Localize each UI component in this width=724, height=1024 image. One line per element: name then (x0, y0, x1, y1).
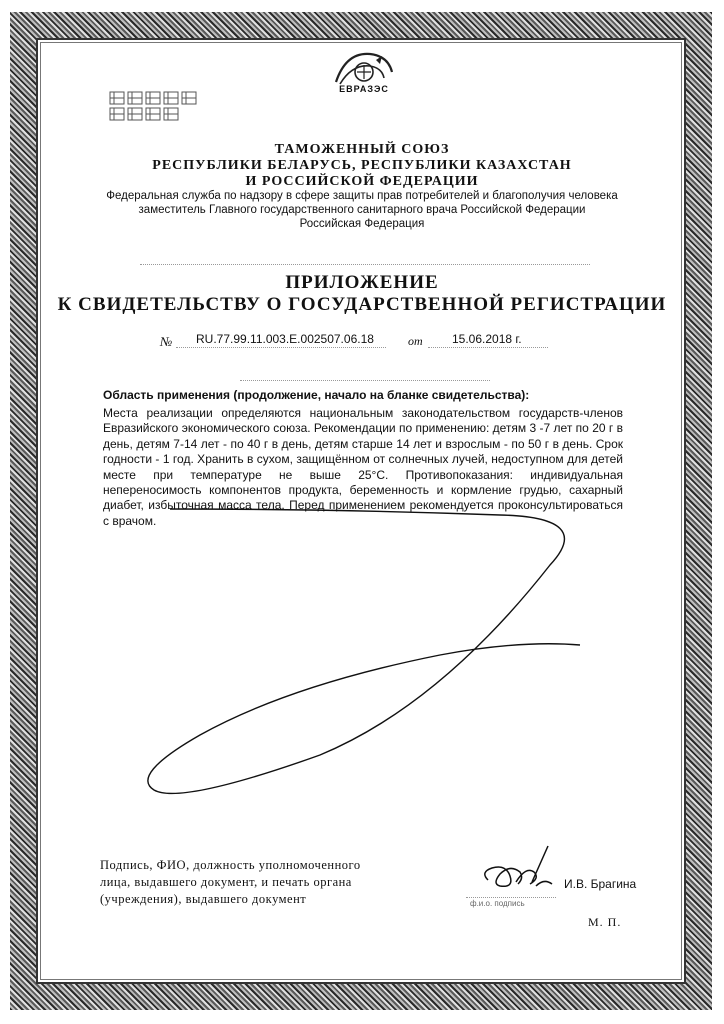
section-divider (240, 380, 490, 381)
header-line-1: ТАМОЖЕННЫЙ СОЮЗ (274, 142, 450, 157)
scope-text: Места реализации определяются национальным законодательством государств-членов Евразийского экономического союза. Рекомендации по применению: детям 3 -7 лет по 20 г в день, детям 7-14 лет - по 40 г в день, детям старше 14 лет и взрослым - по 50 г в день. Срок годности - 1 год. Хранить в сухом, защищённом от солнечных лучей, недоступном для детей месте при температуре не выше 25°С. Противопоказания: индивидуальная непереносимость компонентов продукта, беременность и кормление грудью, сахарный диабет, избыточная масса тела. Перед применением рекомендуется проконсультироваться с врачом. (103, 406, 623, 528)
cancellation-z-mark (140, 505, 600, 805)
signature-underline (466, 897, 556, 898)
date-underline (428, 347, 548, 348)
header-line-2: РЕСПУБЛИКИ БЕЛАРУСЬ, РЕСПУБЛИКИ КАЗАХСТАН (152, 158, 572, 173)
signature-caption: ф.и.о. подпись (470, 899, 525, 908)
form-serial-number (106, 86, 210, 124)
from-label: от (408, 334, 423, 348)
document-title-line-1: ПРИЛОЖЕНИЕ (285, 272, 439, 293)
signature-label-line-1: Подпись, ФИО, должность уполномоченного (100, 858, 361, 872)
emblem-label: ЕВРАЗЭС (339, 84, 389, 94)
stamp-place-label: М. П. (588, 915, 622, 929)
signer-name: И.В. Брагина (564, 877, 637, 891)
authority-line-1: Федеральная служба по надзору в сфере защиты прав потребителей и благополучия человека (106, 190, 618, 202)
header-line-3: И РОССИЙСКОЙ ФЕДЕРАЦИИ (245, 174, 479, 189)
header-divider (140, 264, 590, 265)
registration-date: 15.06.2018 г. (452, 332, 522, 346)
document-title-line-2: К СВИДЕТЕЛЬСТВУ О ГОСУДАРСТВЕННОЙ РЕГИСТРАЦИИ (57, 294, 667, 315)
registration-number: RU.77.99.11.003.Е.002507.06.18 (196, 332, 374, 346)
authority-line-3: Российская Федерация (299, 218, 425, 230)
signature-label-line-2: лица, выдавшего документ, и печать органа (100, 875, 352, 889)
signature-label-line-3: (учреждения), выдавшего документ (100, 892, 307, 906)
authority-line-2: заместитель Главного государственного санитарного врача Российской Федерации (138, 204, 586, 216)
number-symbol: № (160, 334, 173, 349)
scope-heading: Область применения (продолжение, начало на бланке свидетельства): (103, 388, 530, 402)
handwritten-signature (470, 842, 570, 902)
number-underline (176, 347, 386, 348)
